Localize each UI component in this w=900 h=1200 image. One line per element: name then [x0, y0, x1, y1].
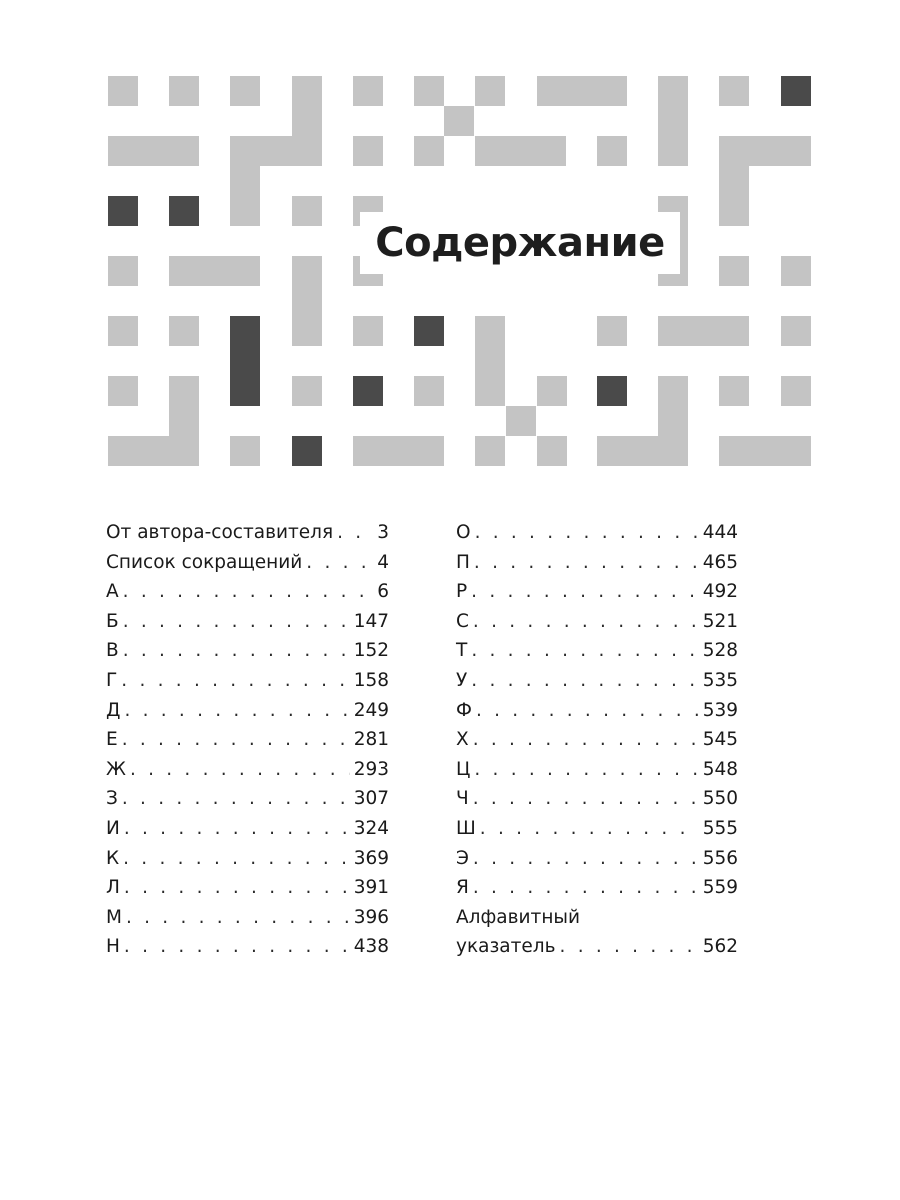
toc-entry-page: 281	[353, 729, 389, 751]
toc-leader-dots	[122, 725, 350, 755]
mosaic-tile	[169, 256, 260, 286]
toc-entry-label: Э	[456, 847, 469, 869]
toc-entry[interactable]	[456, 518, 738, 548]
mosaic-tile	[353, 436, 444, 466]
mosaic-tile	[781, 316, 811, 346]
toc-entry-page: 396	[353, 906, 389, 928]
mosaic-tile-dark	[292, 436, 322, 466]
toc-entry-page: 158	[353, 669, 389, 691]
mosaic-tile	[719, 376, 749, 406]
toc-leader-dots	[124, 932, 350, 962]
mosaic-tile	[414, 376, 444, 406]
toc-leader-dots	[471, 666, 698, 696]
toc-entry-page: 293	[353, 758, 389, 780]
mosaic-tile-dark	[414, 316, 444, 346]
mosaic-tile	[414, 136, 444, 166]
toc-entry-label: А	[106, 581, 119, 603]
toc-entry[interactable]	[456, 666, 738, 696]
toc-entry[interactable]	[106, 607, 389, 637]
toc-entry-label: Р	[456, 581, 468, 603]
mosaic-tile	[719, 256, 749, 286]
toc-entry-label: Б	[106, 610, 119, 632]
toc-entry-label: От автора-составителя	[106, 522, 334, 543]
toc-leader-dots	[475, 518, 699, 548]
toc-entry-label: Ч	[456, 788, 469, 810]
mosaic-tile	[353, 316, 383, 346]
toc-entry-page: 545	[702, 729, 738, 751]
toc-entry[interactable]	[106, 932, 389, 962]
mosaic-tile-dark	[781, 76, 811, 106]
toc-entry[interactable]	[456, 577, 738, 607]
toc-entry[interactable]	[456, 844, 738, 874]
mosaic-tile	[169, 76, 199, 106]
mosaic-tile	[444, 106, 474, 136]
toc-leader-dots	[473, 607, 699, 637]
mosaic-tile	[537, 376, 567, 406]
toc-entry-label: Г	[106, 669, 118, 691]
toc-leader-dots	[122, 784, 350, 814]
toc-entry-page: 369	[353, 847, 389, 869]
toc-entry-label: Алфавитный	[456, 906, 581, 928]
mosaic-tile	[475, 316, 505, 406]
toc-entry-page: 4	[377, 551, 389, 573]
mosaic-tile	[781, 376, 811, 406]
mosaic-tile	[719, 76, 749, 106]
mosaic-tile	[108, 316, 138, 346]
mosaic-tile-dark	[597, 376, 627, 406]
toc-entry[interactable]	[456, 784, 738, 814]
mosaic-tile	[230, 136, 260, 226]
toc-entry-page: 249	[353, 699, 389, 721]
toc-entry-label: Ф	[456, 699, 472, 721]
mosaic-tile	[475, 436, 505, 466]
toc-entry-page: 465	[702, 551, 738, 573]
toc-entry[interactable]	[106, 873, 389, 903]
toc-leader-dots	[474, 548, 699, 578]
toc-entry-label: У	[456, 669, 468, 691]
mosaic-tile	[597, 436, 688, 466]
toc-entry[interactable]	[106, 844, 389, 874]
toc-leader-dots	[474, 755, 698, 785]
toc-entry-label: Ж	[106, 758, 126, 780]
toc-leader-dots	[473, 725, 699, 755]
mosaic-tile	[169, 316, 199, 346]
toc-column-right	[456, 518, 738, 962]
toc-entry-label: К	[106, 847, 120, 869]
toc-entry-label: Л	[106, 877, 120, 899]
toc-entry[interactable]	[456, 696, 738, 726]
toc-entry[interactable]	[106, 814, 389, 844]
toc-entry-label: Я	[456, 877, 469, 899]
toc-entry[interactable]	[106, 903, 389, 933]
mosaic-tile	[719, 436, 811, 466]
mosaic-tile	[292, 196, 322, 226]
toc-leader-dots	[123, 607, 350, 637]
toc-entry-page: 444	[702, 522, 738, 543]
toc-entry-index[interactable]	[456, 903, 738, 962]
toc-entry[interactable]	[106, 755, 389, 785]
mosaic-tile	[475, 136, 566, 166]
mosaic-tile	[108, 256, 138, 286]
toc-leader-dots	[306, 548, 373, 578]
toc-entry[interactable]	[456, 725, 738, 755]
toc-leader-dots	[471, 577, 699, 607]
toc-entry-page: 6	[377, 581, 389, 603]
toc-entry-page: 550	[702, 788, 738, 810]
toc-entry-label: В	[106, 640, 119, 662]
toc-entry-page: 152	[353, 640, 389, 662]
toc-entry[interactable]	[456, 755, 738, 785]
toc-entry[interactable]	[456, 873, 738, 903]
toc-leader-dots	[480, 814, 699, 844]
mosaic-tile	[108, 376, 138, 406]
toc-entry[interactable]	[106, 666, 389, 696]
toc-entry-page: 548	[702, 758, 738, 780]
toc-entry[interactable]	[456, 607, 738, 637]
toc-entry-page: 492	[702, 581, 738, 603]
toc-entry-page: 559	[702, 877, 738, 899]
mosaic-tile	[292, 376, 322, 406]
mosaic-tile	[537, 436, 567, 466]
toc-leader-dots	[124, 814, 350, 844]
toc-leader-dots	[473, 873, 699, 903]
toc-entry-label: Ц	[456, 758, 471, 780]
mosaic-tile	[658, 316, 749, 346]
toc-entry-page: 535	[702, 669, 738, 691]
mosaic-tile	[108, 76, 138, 106]
toc-entry[interactable]	[106, 548, 389, 578]
toc-entry[interactable]	[456, 814, 738, 844]
toc-entry-page: 539	[702, 699, 738, 721]
toc-entry-label: Д	[106, 699, 121, 721]
toc-leader-dots	[121, 666, 349, 696]
toc-entry-label: О	[456, 522, 471, 543]
toc-entry-label: Е	[106, 729, 118, 751]
toc-entry-label: Н	[106, 936, 120, 958]
toc-entry[interactable]	[456, 636, 738, 666]
toc-entry-label: Список сокращений	[106, 551, 303, 573]
toc-leader-dots	[473, 784, 699, 814]
toc-entry[interactable]	[106, 577, 389, 607]
toc-entry-page: 528	[702, 640, 738, 662]
toc-entry-label: Х	[456, 729, 469, 751]
toc-entry[interactable]	[106, 696, 389, 726]
mosaic-tile-dark	[353, 376, 383, 406]
toc-leader-dots	[123, 636, 350, 666]
toc-entry-label: Ш	[456, 817, 476, 839]
toc-leader-dots	[476, 696, 699, 726]
toc-leader-dots	[123, 577, 374, 607]
toc-entry[interactable]	[106, 518, 389, 548]
toc-entry-label: С	[456, 610, 469, 632]
page-title: Содержание	[360, 212, 680, 274]
toc-leader-dots	[473, 844, 699, 874]
toc-entry[interactable]	[106, 636, 389, 666]
mosaic-tile-dark	[169, 196, 199, 226]
toc-entry-label: З	[106, 788, 118, 810]
toc-entry[interactable]	[456, 548, 738, 578]
toc-leader-dots	[123, 844, 350, 874]
mosaic-tile	[230, 436, 260, 466]
mosaic-tile	[537, 76, 627, 106]
toc-column-left	[106, 518, 389, 962]
toc-leader-dots	[124, 873, 350, 903]
toc-entry[interactable]	[106, 784, 389, 814]
mosaic-tile	[475, 76, 505, 106]
toc-entry-page: 324	[353, 817, 389, 839]
toc-entry-page: 521	[702, 610, 738, 632]
mosaic-tile	[658, 76, 688, 166]
toc-entry-label: П	[456, 551, 470, 573]
toc-leader-dots	[471, 636, 698, 666]
mosaic-tile	[292, 256, 322, 346]
mosaic-tile	[506, 406, 536, 436]
mosaic-tile	[719, 136, 749, 226]
mosaic-tile	[108, 136, 199, 166]
toc-entry-page: 556	[702, 847, 738, 869]
toc-leader-dots	[130, 755, 350, 785]
toc-entry-label: указатель	[456, 936, 556, 958]
toc-leader-dots	[560, 932, 699, 962]
toc-entry-page: 3	[377, 522, 389, 543]
toc-entry-label: И	[106, 817, 120, 839]
toc-leader-dots	[337, 518, 373, 548]
mosaic-tile	[353, 76, 383, 106]
toc-entry-page: 555	[702, 817, 738, 839]
toc-leader-dots	[124, 696, 349, 726]
mosaic-tile	[230, 76, 260, 106]
mosaic-tile	[597, 316, 627, 346]
toc-entry-page: 391	[353, 877, 389, 899]
mosaic-tile	[108, 436, 199, 466]
toc-entry-page: 438	[353, 936, 389, 958]
mosaic-tile	[414, 76, 444, 106]
toc-entry-page: 307	[353, 788, 389, 810]
toc-entry-label: М	[106, 906, 122, 928]
toc-entry-label: Т	[456, 640, 468, 662]
toc-leader-dots	[126, 903, 350, 933]
mosaic-tile-dark	[108, 196, 138, 226]
toc-entry-page: 147	[353, 610, 389, 632]
mosaic-tile-dark	[230, 316, 260, 406]
mosaic-tile	[353, 136, 383, 166]
mosaic-tile	[597, 136, 627, 166]
mosaic-tile	[781, 256, 811, 286]
toc-entry-page: 562	[702, 936, 738, 958]
toc-entry[interactable]	[106, 725, 389, 755]
